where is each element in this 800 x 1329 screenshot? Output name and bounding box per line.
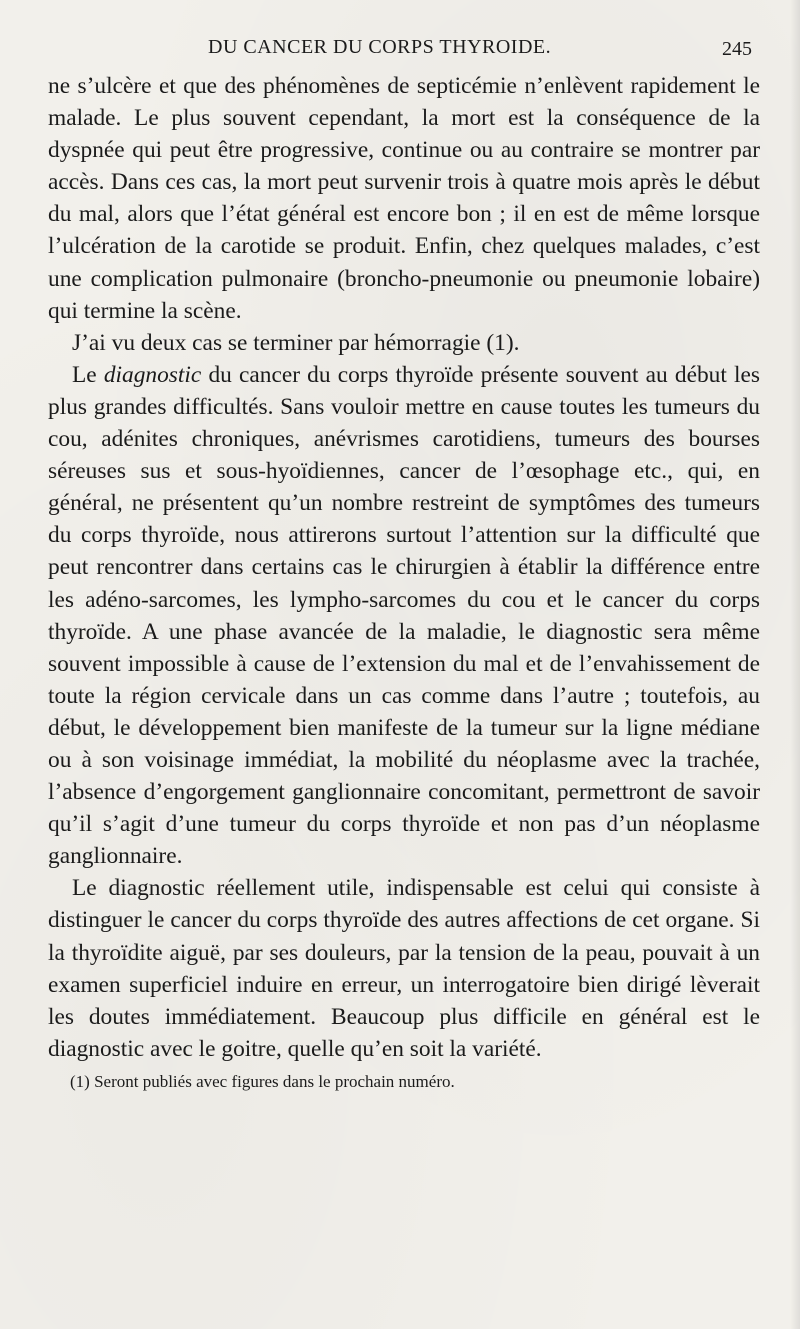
page-header [48,32,760,70]
paragraph-4: Le diagnostic réellement utile, indispensable est celui qui consiste à distinguer le cancer du corps thyroïde des autres affections de cet organe. Si la thyroïdite aiguë, par ses douleurs, par la tension de la peau, pouvait à un examen superficiel induire en erreur, un interrogatoire bien dirigé lèverait les doutes immédiatement. Beaucoup plus difficile en général est le diagnostic avec le goitre, quelle qu’en soit la variété. [48,875,760,1062]
paragraph-1: ne s’ulcère et que des phénomènes de septicémie n’enlèvent rapidement le malade. Le plus souvent cependant, la mort est la conséquence de la dyspnée qui peut être progressive, continue ou au contraire se montrer par accès. Dans ces cas, la mort peut survenir trois à quatre mois après le début du mal, alors que l’état général est encore bon ; il en est de même lorsque l’ulcération de la carotide se produit. Enfin, chez quelques malades, c’est une complication pulmonaire (broncho-pneumonie ou pneumonie lobaire) qui termine la scène. [48,73,760,324]
page-number: 245 [722,38,752,60]
footnote: (1) Seront publiés avec figures dans le prochain numéro. [70,1071,455,1091]
paragraph-3 [48,359,760,873]
paragraph-3-body: du cancer du corps thyroïde présente souvent au début les plus grandes difficultés. Sans vouloir mettre en cause toutes les tumeurs du cou, adénites chroniques, anévrismes carotidiens, tumeurs des bourses séreuses sus et sous-hyoïdiennes, cancer de l’œsophage etc., qui, en général, ne présentent qu’un nombre restreint de symptômes des tumeurs du corps thyroïde, nous attirerons surtout l’attention sur la difficulté que peut rencontrer dans certains cas le chirurgien à établir la différence entre les adéno-sarcomes, les lympho-sarcomes du cou et le cancer du corps thyroïde. A une phase avancée de la maladie, le diagnostic sera même souvent impossible à cause de l’extension du mal et de l’envahissement de toute la région cervicale dans un cas comme dans l’autre ; toutefois, au début, le développement bien manifeste de la tumeur sur la ligne médiane ou à son voisinage immédiat, la mobilité du néoplasme avec la trachée, l’absence d’engorgement ganglionnaire concomitant, permettront de savoir qu’il s’agit d’une tumeur du corps thyroïde et non pas d’un néoplasme ganglionnaire. [48,361,760,870]
body-text [48,70,760,1065]
paragraph-3-lead: Le [72,361,104,388]
running-head: DU CANCER DU CORPS THYROIDE. [208,36,552,58]
paragraph-2: J’ai vu deux cas se terminer par hémorragie (1). [72,329,520,356]
page-edge-shadow [790,0,800,1329]
paragraph-3-italic-term: diagnostic [103,361,202,388]
